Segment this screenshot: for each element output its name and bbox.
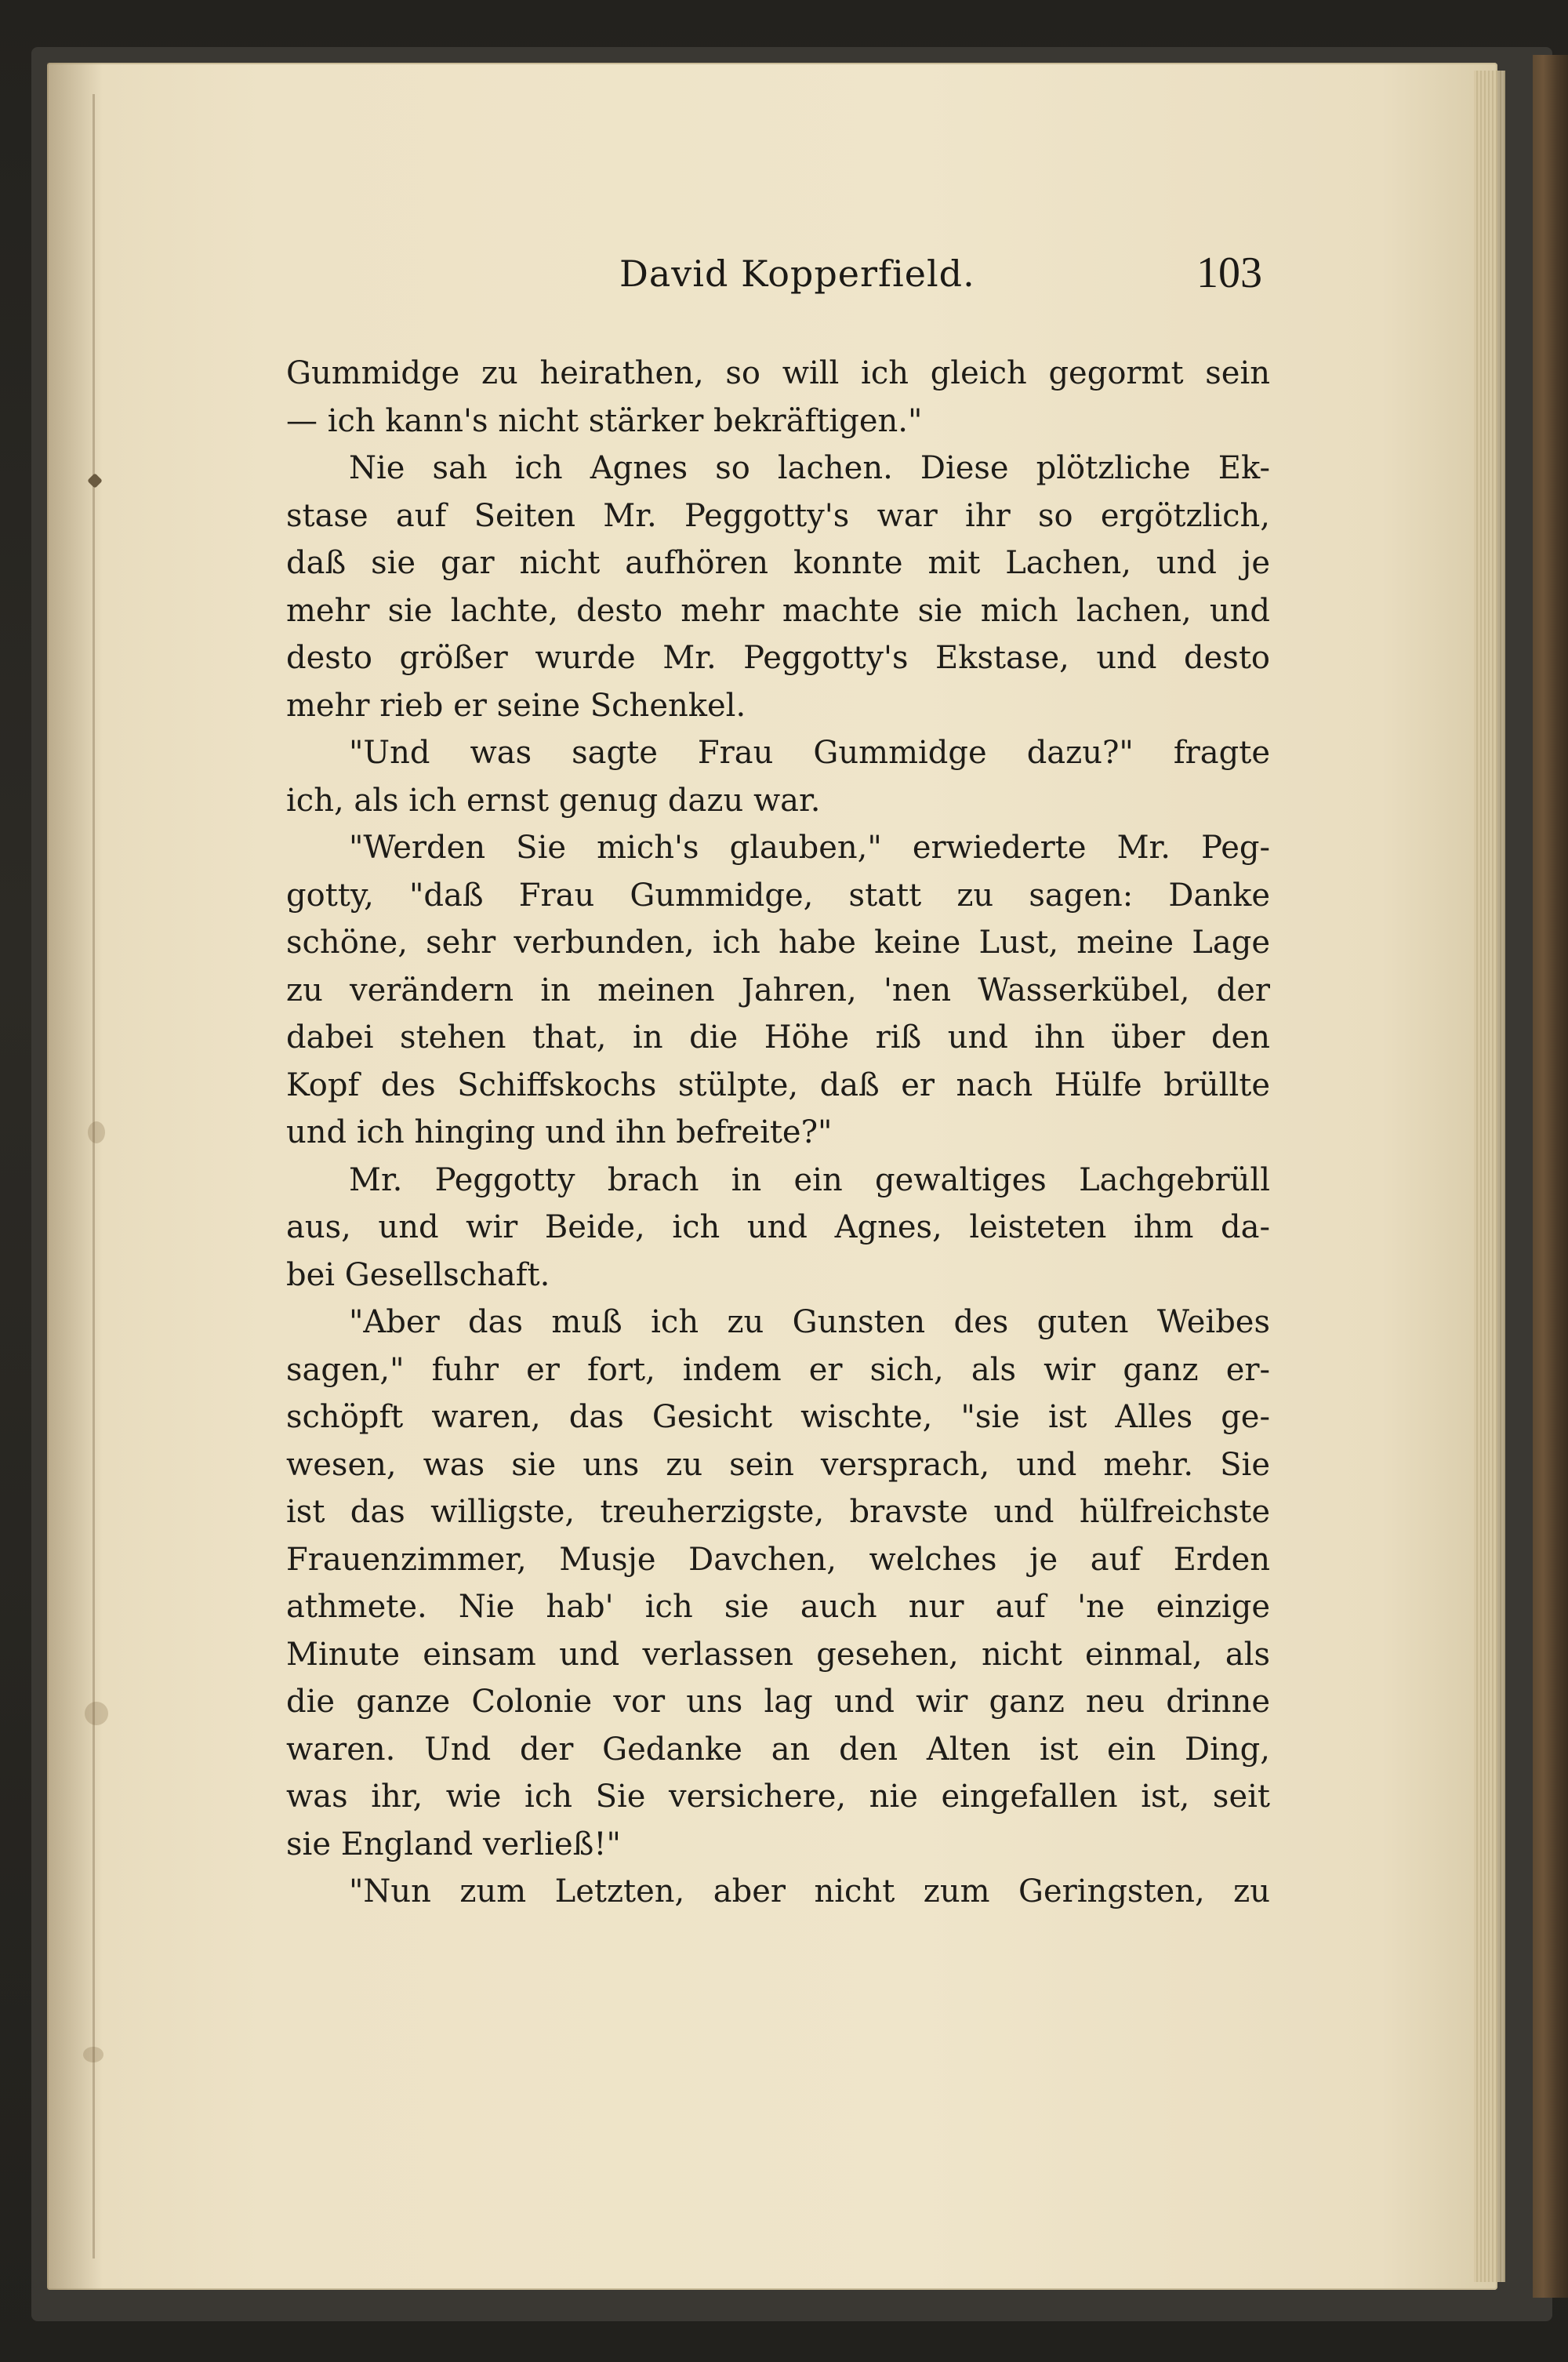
text-line: Minute einsam und verlassen gesehen, nicht einmal, als (286, 1636, 1270, 1673)
text-line: waren. Und der Gedanke an den Alten ist ein Ding, (286, 1731, 1270, 1768)
body-text (286, 350, 1270, 1916)
text-line: "Nun zum Letzten, aber nicht zum Geringsten, zu (349, 1873, 1270, 1910)
text-line: wesen, was sie uns zu sein versprach, und mehr. Sie (286, 1446, 1270, 1483)
text-line: mehr rieb er seine Schenkel. (286, 687, 746, 724)
text-line: desto größer wurde Mr. Peggotty's Ekstase, und desto (286, 640, 1270, 676)
text-line: was ihr, wie ich Sie versichere, nie eingefallen ist, seit (286, 1779, 1270, 1815)
text-line: Nie sah ich Agnes so lachen. Diese plötzliche Ek- (349, 450, 1270, 486)
text-line: schöne, sehr verbunden, ich habe keine Lust, meine Lage (286, 925, 1270, 961)
text-line: — ich kann's nicht stärker bekräftigen." (286, 402, 923, 439)
text-line: sie England verließ!" (286, 1826, 621, 1862)
text-line: Kopf des Schiffskochs stülpte, daß er nach Hülfe brüllte (286, 1067, 1270, 1103)
text-line: und ich hinging und ihn befreite?" (286, 1114, 833, 1150)
text-line: bei Gesellschaft. (286, 1256, 550, 1293)
page-header (282, 249, 1262, 307)
text-line: Mr. Peggotty brach in ein gewaltiges Lachgebrüll (349, 1161, 1270, 1198)
text-line: dabei stehen that, in die Höhe riß und ihn über den (286, 1019, 1270, 1056)
text-line: Gummidge zu heirathen, so will ich gleich gegormt sein (286, 355, 1270, 391)
text-line: schöpft waren, das Gesicht wischte, "sie ist Alles ge- (286, 1399, 1270, 1435)
page-number: 103 (1196, 249, 1262, 297)
paper-stain (85, 1702, 108, 1725)
text-line: zu verändern in meinen Jahren, 'nen Wasserkübel, der (286, 972, 1270, 1008)
text-line: athmete. Nie hab' ich sie auch nur auf 'ne einzige (286, 1589, 1270, 1625)
text-line: die ganze Colonie vor uns lag und wir ganz neu drinne (286, 1684, 1270, 1720)
text-line: gotty, "daß Frau Gummidge, statt zu sagen: Danke (286, 877, 1270, 914)
text-line: daß sie gar nicht aufhören konnte mit Lachen, und je (286, 545, 1270, 581)
text-line: ist das willigste, treuherzigste, bravste und hülfreichste (286, 1494, 1270, 1530)
text-line: sagen," fuhr er fort, indem er sich, als wir ganz er- (286, 1351, 1270, 1388)
text-line: "Werden Sie mich's glauben," erwiederte Mr. Peg- (349, 830, 1270, 866)
text-line: mehr sie lachte, desto mehr machte sie mich lachen, und (286, 592, 1270, 629)
page-fold-line (93, 94, 95, 2258)
book-spine-edge (1533, 55, 1568, 2298)
text-line: "Und was sagte Frau Gummidge dazu?" fragte (349, 735, 1270, 771)
page-edges (1474, 71, 1505, 2282)
paper-stain (88, 1121, 105, 1143)
text-line: stase auf Seiten Mr. Peggotty's war ihr so ergötzlich, (286, 497, 1270, 534)
text-line: ich, als ich ernst genug dazu war. (286, 782, 821, 819)
paper-stain (83, 2047, 103, 2062)
text-line: Frauenzimmer, Musje Davchen, welches je auf Erden (286, 1541, 1270, 1578)
text-line: "Aber das muß ich zu Gunsten des guten Weibes (349, 1304, 1270, 1340)
text-line: aus, und wir Beide, ich und Agnes, leisteten ihm da- (286, 1209, 1270, 1245)
running-title: David Kopperfield. (619, 253, 975, 295)
